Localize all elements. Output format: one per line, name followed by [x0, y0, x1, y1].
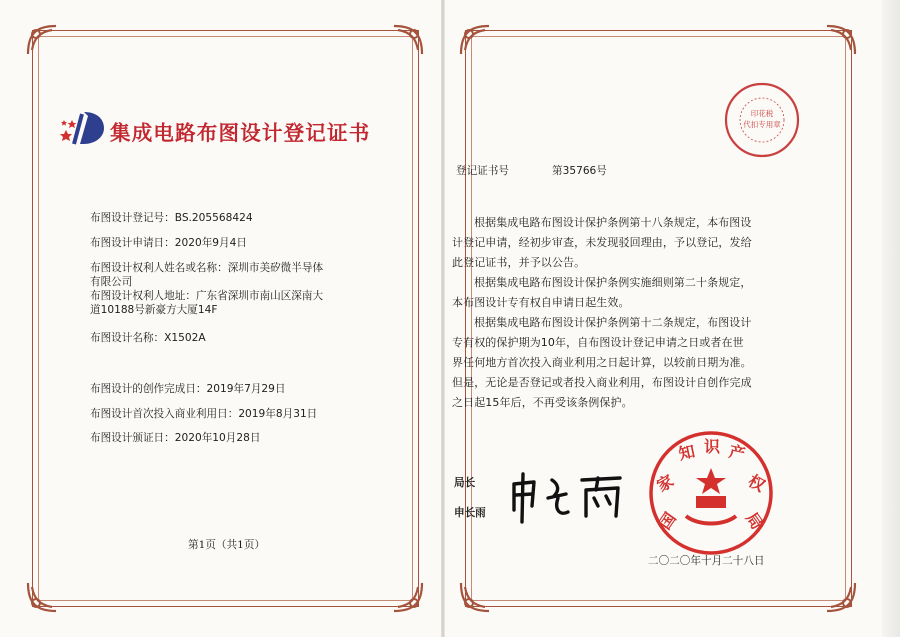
field-value: 广东省深圳市南山区深南大	[195, 290, 324, 302]
field-value: 2020年10月28日	[174, 432, 261, 444]
svg-text:知: 知	[677, 443, 697, 464]
official-seal	[646, 428, 776, 558]
svg-text:产: 产	[727, 443, 747, 464]
stamp-line2: 代扣专用章	[743, 120, 781, 129]
field-label: 布图设计权利人姓名或名称：	[90, 262, 228, 274]
field-label: 布图设计颁证日：	[90, 432, 175, 444]
corner-ornament-icon	[821, 577, 861, 617]
page-fold	[441, 0, 445, 637]
stamp-line1: 印花税	[750, 109, 774, 118]
field-value: 2019年8月31日	[238, 408, 318, 420]
corner-ornament-icon	[22, 20, 62, 60]
corner-ornament-icon	[455, 577, 495, 617]
field-value: 深圳市美矽微半导体	[227, 262, 324, 274]
svg-text:权: 权	[745, 472, 768, 496]
director-name: 申长雨	[454, 507, 486, 519]
field-label: 布图设计权利人地址：	[90, 290, 196, 302]
corner-ornament-icon	[821, 20, 861, 60]
owner-address-cont: 道10188号新豪方大厦14F	[90, 304, 218, 316]
svg-text:国: 国	[656, 509, 680, 533]
field-value: 2020年9月4日	[174, 237, 247, 249]
svg-text:识: 识	[703, 439, 721, 456]
cert-no-label: 登记证书号	[456, 165, 509, 177]
application-date-field	[90, 236, 247, 250]
field-label: 布图设计登记号：	[90, 212, 175, 224]
corner-ornament-icon	[388, 577, 428, 617]
tax-stamp	[722, 80, 802, 160]
owner-address-field	[90, 289, 323, 303]
registration-no-field	[90, 211, 253, 225]
svg-text:家: 家	[654, 472, 677, 496]
issue-date-cn: 二〇二〇年十月二十八日	[648, 555, 765, 567]
paragraph-2: 根据集成电路布图设计保护条例实施细则第二十条规定，本布图设计专有权自申请日起生效。	[452, 276, 752, 309]
design-name-field	[90, 331, 206, 345]
first-use-date-field	[90, 407, 317, 421]
director-title: 局长	[454, 477, 476, 489]
field-label: 布图设计名称：	[90, 332, 165, 344]
corner-ornament-icon	[455, 20, 495, 60]
corner-ornament-icon	[388, 20, 428, 60]
field-label: 布图设计的创作完成日：	[90, 383, 207, 395]
field-value: X1502A	[164, 332, 206, 344]
field-label: 布图设计申请日：	[90, 237, 175, 249]
corner-ornament-icon	[22, 577, 62, 617]
owner-name-field	[90, 261, 323, 275]
certificate-title: 集成电路布图设计登记证书	[110, 121, 371, 145]
owner-name-cont: 有限公司	[90, 276, 133, 288]
signature	[508, 470, 633, 526]
page-edge	[882, 0, 900, 637]
page-footer: 第1页（共1页）	[188, 539, 266, 551]
paragraph-3: 根据集成电路布图设计保护条例第十二条规定，布图设计专有权的保护期为10年，自布图设计登记申请之日或者在世界任何地方首次投入商业利用之日起计算，以较前日期为准。但是，无论是否登记或者投入商业利用，布图设计自创作完成之日起15年后，不再受该条例保护。	[452, 316, 752, 409]
field-label: 布图设计首次投入商业利用日：	[90, 408, 239, 420]
field-value: BS.205568424	[174, 212, 253, 224]
cert-no-value: 第35766号	[552, 165, 607, 177]
svg-text:局: 局	[742, 509, 766, 533]
creation-date-field	[90, 382, 286, 396]
issue-date-field	[90, 431, 260, 445]
field-value: 2019年7月29日	[206, 383, 286, 395]
cnipa-logo-icon	[60, 108, 108, 148]
paragraph-1: 根据集成电路布图设计保护条例第十八条规定，本布图设计登记申请，经初步审查，未发现驳回理由，予以登记，发给此登记证书，并予以公告。	[452, 216, 752, 269]
